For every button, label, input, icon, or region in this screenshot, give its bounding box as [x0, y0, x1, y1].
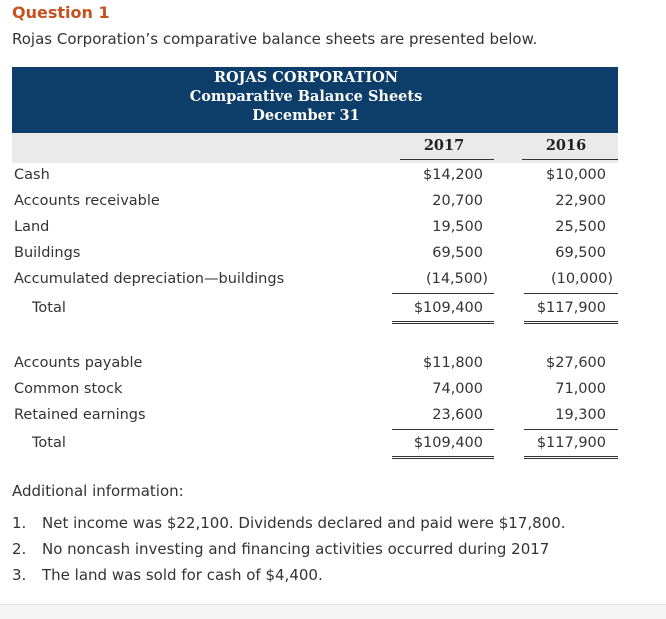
value-2016: $117,900	[536, 300, 606, 316]
value-2017: 69,500	[432, 245, 483, 261]
value-2016: $27,600	[546, 355, 606, 371]
value-2017: 74,000	[432, 381, 483, 397]
column-header-2017: 2017	[423, 137, 465, 154]
value-2016: 19,300	[555, 407, 606, 423]
additional-info-heading: Additional information:	[12, 482, 184, 500]
subtotal-rule-2016	[524, 429, 618, 430]
value-2017: $109,400	[413, 435, 483, 451]
value-2017: (14,500)	[425, 271, 488, 287]
header-rule-2016	[522, 159, 618, 160]
value-2016: $10,000	[546, 167, 606, 183]
statement-date: December 31	[252, 107, 360, 124]
value-2017: $14,200	[423, 167, 483, 183]
question-title: Question 1	[12, 3, 110, 22]
table-row	[12, 164, 618, 188]
note-number: 3.	[12, 566, 27, 584]
value-2017: 19,500	[432, 219, 483, 235]
total-double-rule-2016	[524, 321, 618, 324]
value-2016: $117,900	[536, 435, 606, 451]
table-row	[12, 190, 618, 214]
list-item	[12, 540, 566, 566]
value-2017: $109,400	[413, 300, 483, 316]
statement-banner	[12, 67, 618, 133]
company-name: ROJAS CORPORATION	[213, 69, 399, 86]
table-row	[12, 404, 618, 428]
value-2016: (10,000)	[550, 271, 613, 287]
subtotal-rule-2016	[524, 293, 618, 294]
page-footer-strip	[0, 604, 666, 619]
row-label: Retained earnings	[14, 407, 146, 423]
total-double-rule-2016	[524, 456, 618, 459]
row-label: Accounts receivable	[14, 193, 160, 209]
note-number: 2.	[12, 540, 27, 558]
table-row	[12, 242, 618, 266]
subtotal-rule-2017	[392, 429, 494, 430]
table-row	[12, 268, 618, 292]
row-label: Land	[14, 219, 50, 235]
statement-name: Comparative Balance Sheets	[189, 88, 423, 105]
notes-list	[12, 514, 566, 592]
value-2017: 23,600	[432, 407, 483, 423]
row-label: Accumulated depreciation—buildings	[14, 271, 285, 287]
table-row	[12, 378, 618, 402]
note-text: No noncash investing and financing activities occurred during 2017	[42, 540, 550, 558]
row-label: Total	[32, 300, 66, 316]
value-2016: 22,900	[555, 193, 606, 209]
value-2016: 69,500	[555, 245, 606, 261]
row-label: Common stock	[14, 381, 123, 397]
table-row-total	[12, 432, 618, 456]
list-item	[12, 566, 566, 592]
value-2017: $11,800	[423, 355, 483, 371]
intro-text: Rojas Corporation’s comparative balance sheets are presented below.	[12, 30, 538, 48]
table-row	[12, 216, 618, 240]
subtotal-rule-2017	[392, 293, 494, 294]
value-2016: 71,000	[555, 381, 606, 397]
column-header-2016: 2016	[545, 137, 587, 154]
row-label: Cash	[14, 167, 50, 183]
row-label: Accounts payable	[14, 355, 143, 371]
note-number: 1.	[12, 514, 27, 532]
row-label: Total	[32, 435, 66, 451]
note-text: Net income was $22,100. Dividends declared and paid were $17,800.	[42, 514, 566, 532]
table-row-total	[12, 297, 618, 321]
total-double-rule-2017	[392, 456, 494, 459]
note-text: The land was sold for cash of $4,400.	[42, 566, 323, 584]
table-row	[12, 352, 618, 376]
value-2017: 20,700	[432, 193, 483, 209]
list-item	[12, 514, 566, 540]
value-2016: 25,500	[555, 219, 606, 235]
total-double-rule-2017	[392, 321, 494, 324]
header-rule-2017	[400, 159, 494, 160]
row-label: Buildings	[14, 245, 81, 261]
